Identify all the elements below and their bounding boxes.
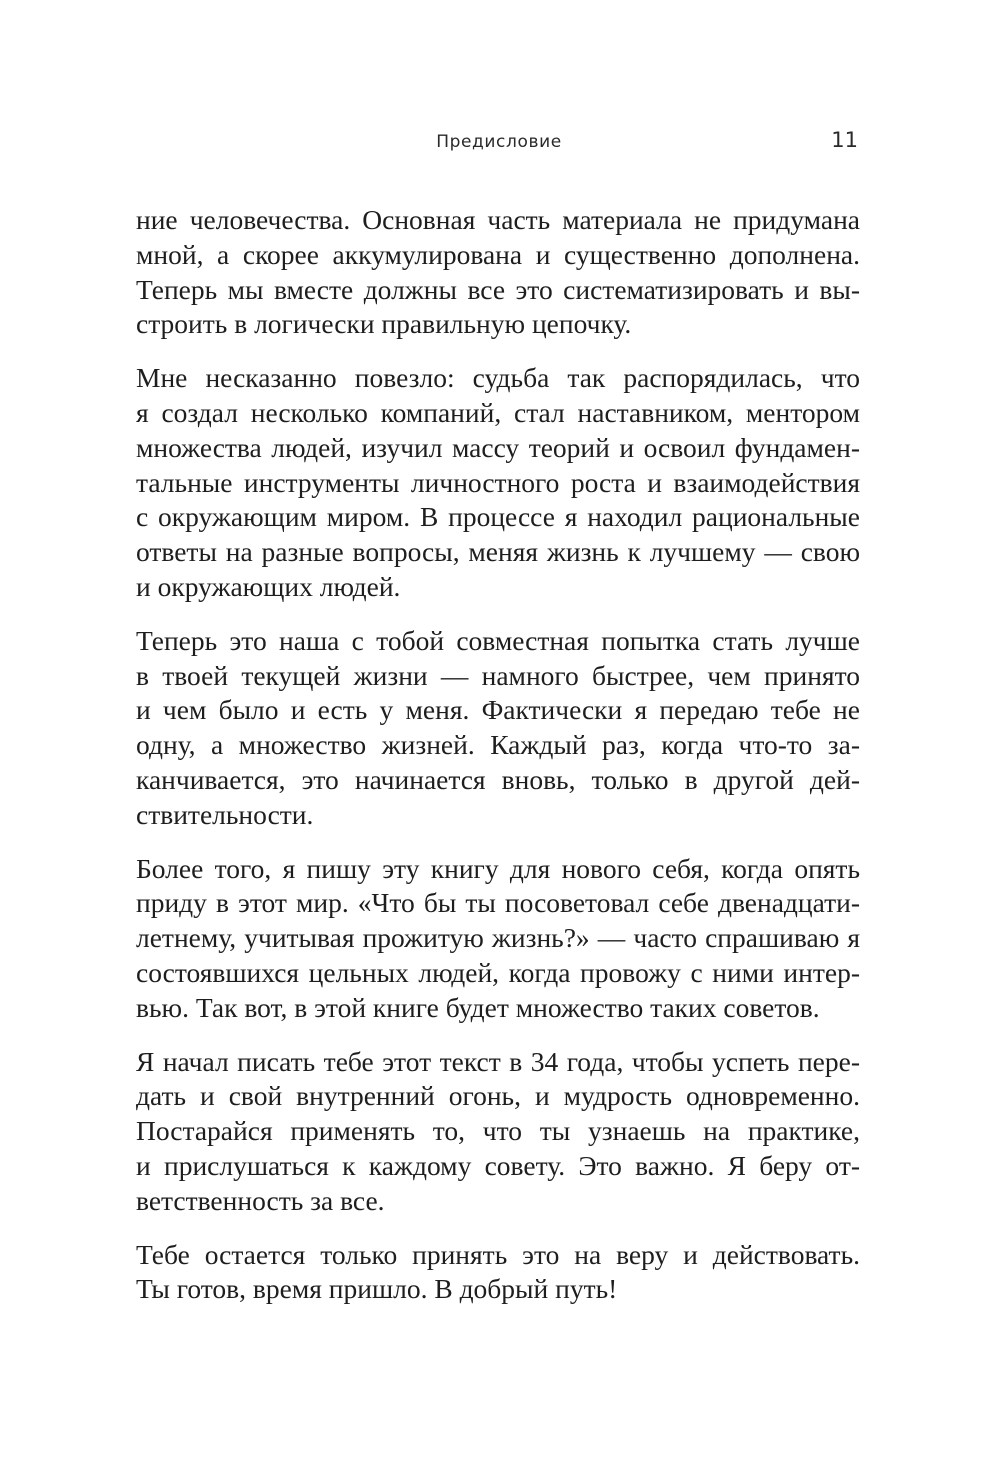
text-line: одну, а множество жизней. Каждый раз, когда что-то за- xyxy=(136,729,860,761)
body-text xyxy=(136,203,860,1326)
paragraph-1 xyxy=(136,203,860,342)
text-line: Теперь это наша с тобой совместная попытка стать лучше xyxy=(136,624,860,656)
text-line: Ты готов, время пришло. В добрый путь! xyxy=(136,1273,618,1305)
text-line: летнему, учитывая прожитую жизнь?» — часто спрашиваю я xyxy=(136,922,860,954)
text-line: Теперь мы вместе должны все это систематизировать и вы- xyxy=(136,273,860,305)
text-line: Постарайся применять то, что ты узнаешь на практике, xyxy=(136,1115,860,1147)
text-line: Более того, я пишу эту книгу для нового себя, когда опять xyxy=(136,852,860,884)
text-line: канчивается, это начинается вновь, только в другой дей- xyxy=(136,763,860,795)
paragraph-5 xyxy=(136,1045,860,1219)
text-line: ответы на разные вопросы, меняя жизнь к лучшему — свою xyxy=(136,536,860,568)
text-line: ние человечества. Основная часть материала не придумана xyxy=(136,204,860,235)
text-line: множества людей, изучил массу теорий и освоил фундамен- xyxy=(136,431,860,463)
text-line: Я начал писать тебе этот текст в 34 года, чтобы успеть пере- xyxy=(136,1045,860,1077)
running-header xyxy=(140,128,858,160)
paragraph-3 xyxy=(136,624,860,833)
section-title: Предисловие xyxy=(436,132,562,152)
text-line: я создал несколько компаний, стал наставником, ментором xyxy=(136,396,860,428)
text-line: в твоей текущей жизни — намного быстрее, чем принято xyxy=(136,659,860,691)
paragraph-6 xyxy=(136,1238,860,1308)
text-line: вью. Так вот, в этой книге будет множество таких советов. xyxy=(136,991,820,1023)
text-line: с окружающим миром. В процессе я находил рациональные xyxy=(136,501,860,533)
text-line: строить в логически правильную цепочку. xyxy=(136,308,632,340)
page-number: 11 xyxy=(831,128,858,152)
text-line: приду в этот мир. «Что бы ты посоветовал себе двенадцати- xyxy=(136,887,860,919)
text-line: и окружающих людей. xyxy=(136,570,401,602)
text-line: дать и свой внутренний огонь, и мудрость одновременно. xyxy=(136,1080,860,1112)
paragraph-2 xyxy=(136,361,860,605)
paragraph-4 xyxy=(136,852,860,1026)
text-line: мной, а скорее аккумулирована и существенно дополнена. xyxy=(136,238,860,270)
text-line: и чем было и есть у меня. Фактически я передаю тебе не xyxy=(136,694,860,726)
text-line: ветственность за все. xyxy=(136,1184,385,1216)
text-line: Мне несказанно повезло: судьба так распорядилась, что xyxy=(136,362,860,394)
text-line: и прислушаться к каждому совету. Это важно. Я беру от- xyxy=(136,1149,860,1181)
text-line: ствительности. xyxy=(136,798,314,830)
text-line: тальные инструменты личностного роста и взаимодействия xyxy=(136,466,860,498)
text-line: Тебе остается только принять это на веру и действовать. xyxy=(136,1238,860,1270)
text-line: состоявшихся цельных людей, когда провожу с ними интер- xyxy=(136,956,860,988)
